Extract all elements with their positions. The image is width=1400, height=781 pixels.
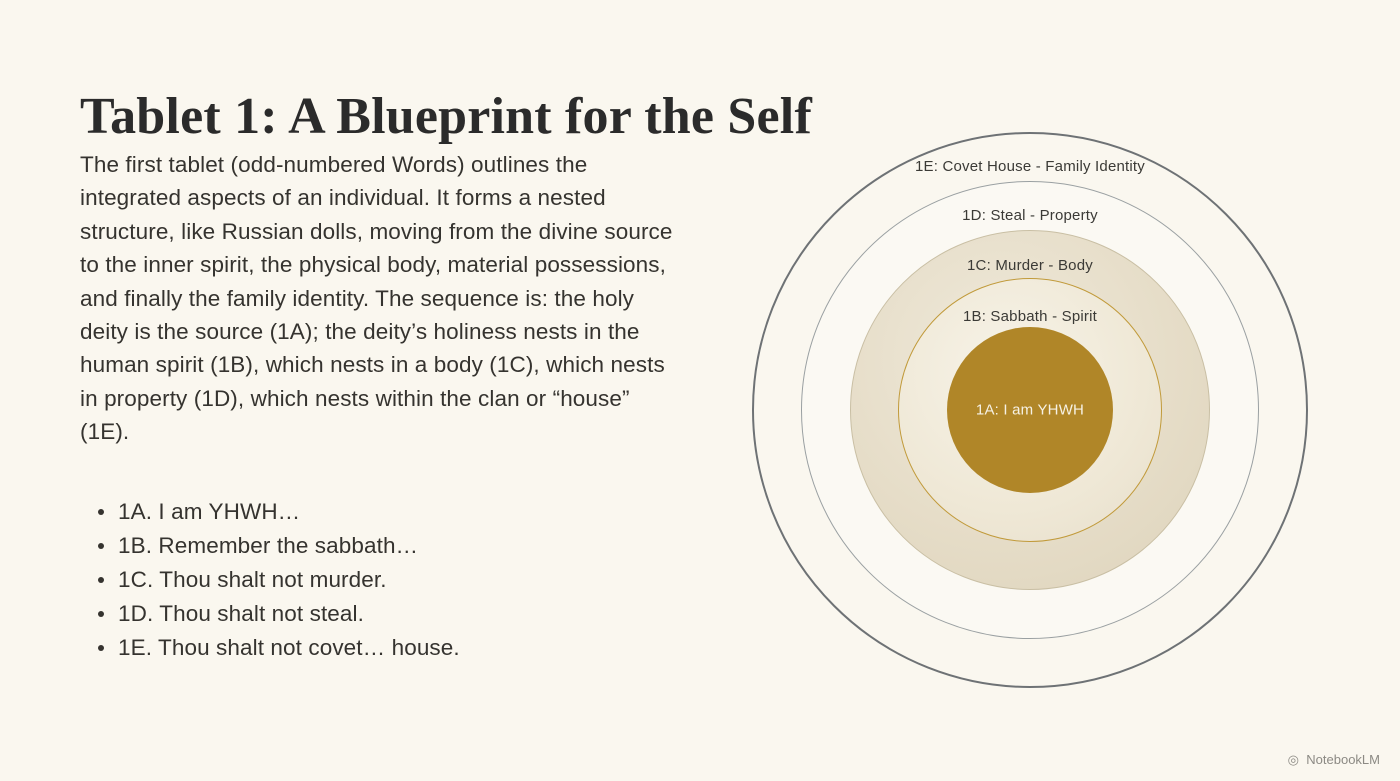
list-item-label: 1A. I am YHWH… bbox=[118, 498, 301, 524]
list-item-label: 1D. Thou shalt not steal. bbox=[118, 600, 364, 626]
commandments-list bbox=[80, 495, 680, 665]
intro-paragraph: The first tablet (odd-numbered Words) outlines the integrated aspects of an individual. It forms a nested structure, like Russian dolls, moving from the divine source to the inner spirit, the physical body, material possessions, and finally the family identity. The sequence is: the holy deity is the source (1A); the deity’s holiness nests in the human spirit (1B), which nests in a body (1C), which nests in property (1D), which nests within the clan or “house” (1E). bbox=[80, 152, 673, 445]
bullet-dot-icon bbox=[98, 577, 104, 583]
notebooklm-icon: ◎ bbox=[1287, 751, 1299, 767]
list-item bbox=[80, 631, 680, 665]
list-item-label: 1E. Thou shalt not covet… house. bbox=[118, 634, 460, 660]
nested-circles-diagram bbox=[720, 120, 1340, 700]
bullet-dot-icon bbox=[98, 543, 104, 549]
list-item bbox=[80, 529, 680, 563]
list-item-label: 1B. Remember the sabbath… bbox=[118, 532, 419, 558]
list-item bbox=[80, 495, 680, 529]
ring-label-1a: 1A: I am YHWH bbox=[975, 401, 1085, 419]
bullet-dot-icon bbox=[98, 611, 104, 617]
list-item bbox=[80, 597, 680, 631]
ring-label-1b: 1B: Sabbath - Spirit bbox=[962, 308, 1098, 325]
ring-label-1d: 1D: Steal - Property bbox=[962, 207, 1098, 224]
bullet-dot-icon bbox=[98, 645, 104, 651]
notebooklm-watermark bbox=[1286, 752, 1380, 767]
watermark-label: NotebookLM bbox=[1306, 752, 1380, 767]
bullet-dot-icon bbox=[98, 509, 104, 515]
page-title: Tablet 1: A Blueprint for the Self bbox=[80, 87, 812, 145]
body-column bbox=[80, 148, 680, 665]
ring-label-1c: 1C: Murder - Body bbox=[967, 257, 1093, 274]
ring-label-1e: 1E: Covet House - Family Identity bbox=[914, 158, 1146, 175]
list-item-label: 1C. Thou shalt not murder. bbox=[118, 566, 387, 592]
list-item bbox=[80, 563, 680, 597]
